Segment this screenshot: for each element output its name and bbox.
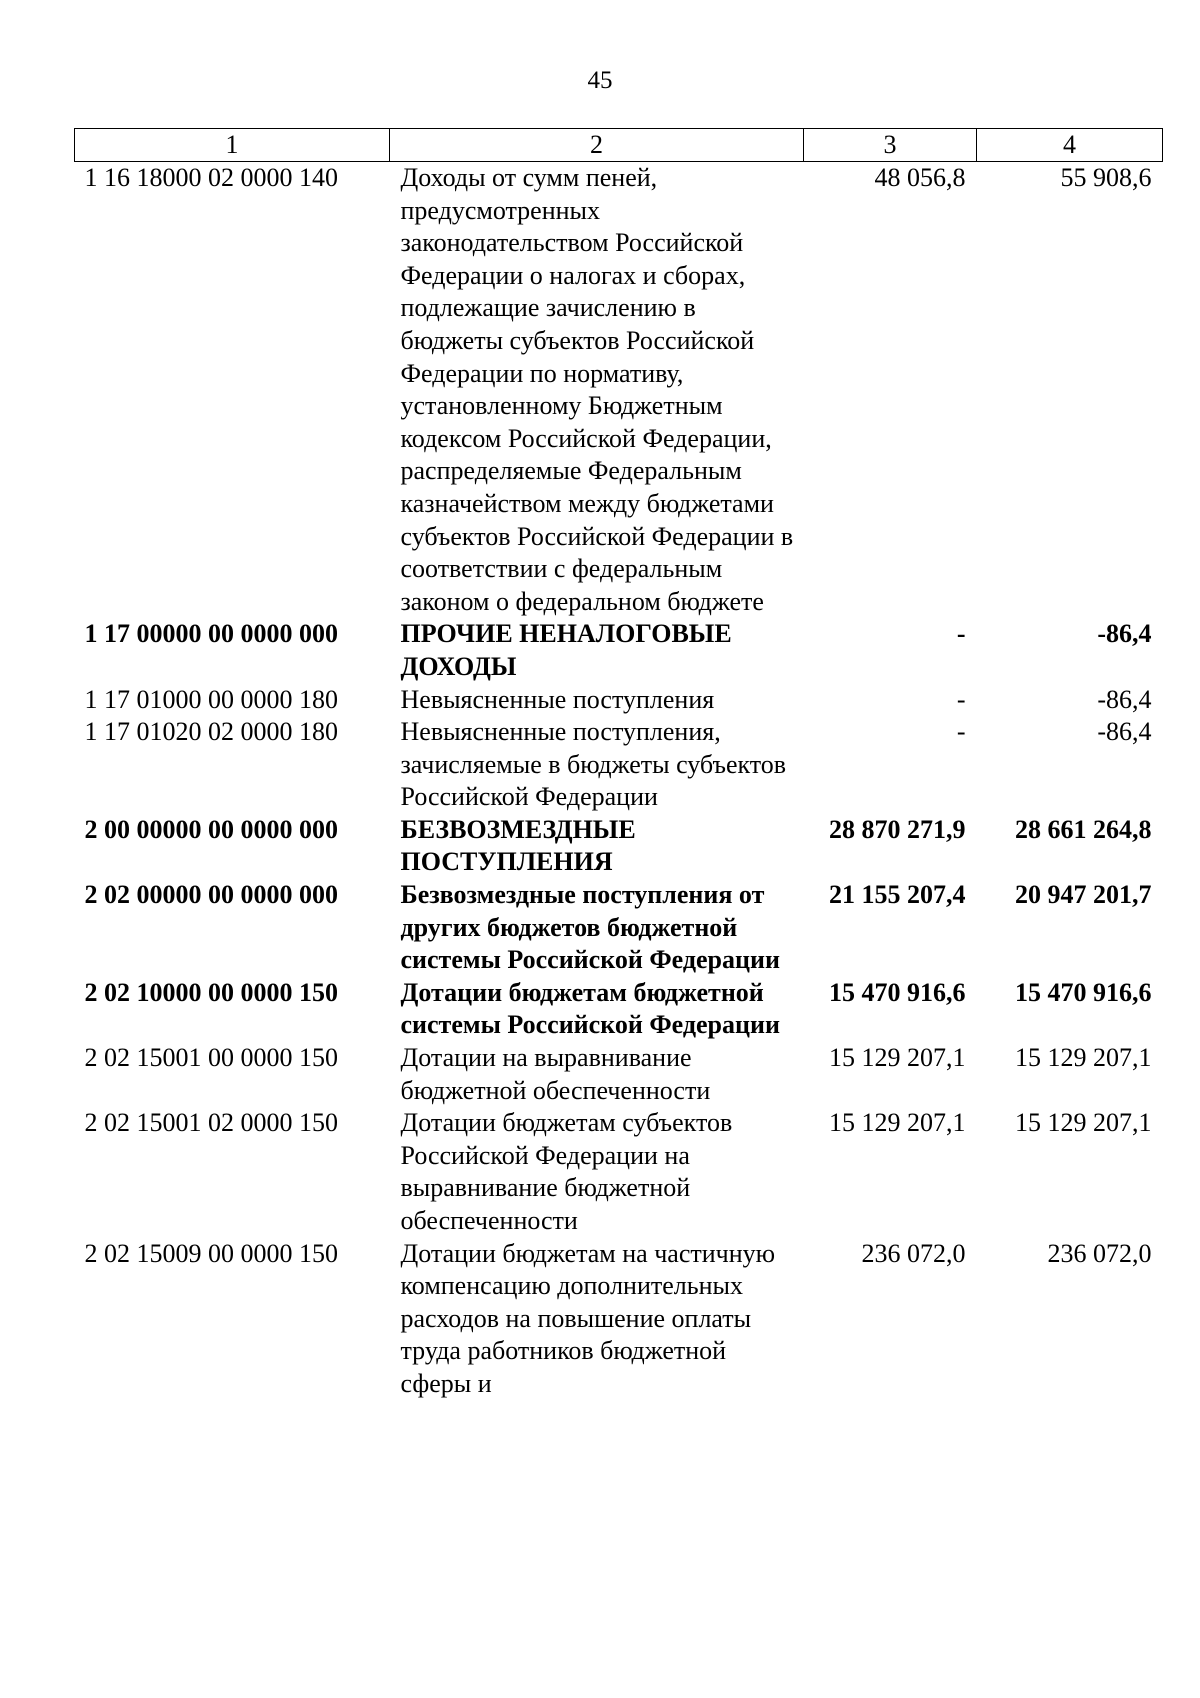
budget-revenue-table: [74, 128, 1163, 1401]
column-header-1: 1: [75, 129, 390, 162]
amount-column-3-cell: 48 056,8: [874, 163, 966, 192]
table-row: [75, 879, 1163, 977]
table-row: [75, 716, 1163, 814]
amount-column-4-cell: 15 129 207,1: [1015, 1108, 1152, 1138]
amount-column-4-cell: -86,4: [1097, 717, 1152, 747]
table-row: [75, 1107, 1163, 1237]
amount-column-3-cell: -: [956, 717, 966, 747]
amount-column-4-cell: 236 072,0: [1047, 1238, 1152, 1268]
amount-column-3-cell: 15 470 916,6: [829, 977, 966, 1007]
page-number: 45: [587, 67, 613, 94]
revenue-name-cell: Дотации на выравнивание бюджетной обеспеченности: [400, 1043, 711, 1105]
budget-code-cell: 2 02 15001 02 0000 150: [84, 1108, 338, 1138]
budget-code-cell: 1 17 01000 00 0000 180: [84, 684, 338, 714]
table-row: [75, 162, 1163, 619]
table-header: [75, 129, 1163, 162]
table-row: [75, 618, 1163, 683]
column-header-2: 2: [390, 129, 804, 162]
budget-code-cell: 2 02 15001 00 0000 150: [84, 1043, 338, 1073]
amount-column-3-cell: 15 129 207,1: [829, 1108, 966, 1138]
column-header-3: 3: [804, 129, 977, 162]
table-body: [75, 162, 1163, 1401]
revenue-name-cell: БЕЗВОЗМЕЗДНЫЕ ПОСТУПЛЕНИЯ: [400, 814, 636, 877]
table-row: [75, 1042, 1163, 1107]
amount-column-3-cell: 236 072,0: [861, 1238, 966, 1268]
budget-code-cell: 1 17 00000 00 0000 000: [84, 619, 338, 649]
budget-code-cell: 1 17 01020 02 0000 180: [84, 717, 338, 747]
revenue-name-cell: Невыясненные поступления, зачисляемые в бюджеты субъектов Российской Федерации: [400, 717, 787, 812]
revenue-name-cell: ПРОЧИЕ НЕНАЛОГОВЫЕ ДОХОДЫ: [400, 619, 732, 681]
table-row: [75, 977, 1163, 1042]
amount-column-3-cell: -: [956, 619, 966, 649]
budget-code-cell: 2 02 15009 00 0000 150: [84, 1238, 338, 1268]
budget-code-cell: 2 00 00000 00 0000 000: [84, 814, 338, 844]
revenue-name-cell: Дотации бюджетам субъектов Российской Федерации на выравнивание бюджетной обеспеченности: [400, 1108, 733, 1235]
budget-code-cell: 2 02 00000 00 0000 000: [84, 880, 338, 910]
revenue-name-cell: Доходы от сумм пеней, предусмотренных законодательством Российской Федерации о налогах и сборах, подлежащие зачислению в бюджеты субъектов Российской Федерации по нормативу, установленному Бюджетным кодексом Российской Федерации, распределяемые Федеральным казначейством между бюджетами субъектов Российской Федерации в соответствии с федеральным законом о федеральном бюджете: [400, 163, 794, 616]
revenue-name-cell: Невыясненные поступления: [400, 684, 715, 714]
amount-column-3-cell: 15 129 207,1: [829, 1043, 966, 1073]
amount-column-4-cell: 28 661 264,8: [1015, 814, 1152, 844]
table-row: [75, 684, 1163, 717]
amount-column-4-cell: 15 129 207,1: [1015, 1043, 1152, 1073]
table-row: [75, 1238, 1163, 1401]
amount-column-4-cell: 55 908,6: [1060, 163, 1152, 192]
revenue-name-cell: Дотации бюджетам на частичную компенсацию дополнительных расходов на повышение оплаты труда работников бюджетной сферы и: [400, 1238, 776, 1398]
revenue-name-cell: Безвозмездные поступления от других бюджетов бюджетной системы Российской Федерации: [400, 880, 780, 975]
table-row: [75, 814, 1163, 879]
amount-column-4-cell: -86,4: [1097, 684, 1152, 714]
amount-column-3-cell: 28 870 271,9: [829, 814, 966, 844]
amount-column-4-cell: 15 470 916,6: [1015, 977, 1152, 1007]
amount-column-4-cell: 20 947 201,7: [1015, 880, 1152, 910]
column-header-4: 4: [977, 129, 1163, 162]
amount-column-3-cell: -: [956, 684, 966, 714]
amount-column-4-cell: -86,4: [1097, 619, 1152, 649]
budget-code-cell: 1 16 18000 02 0000 140: [84, 163, 338, 192]
amount-column-3-cell: 21 155 207,4: [829, 880, 966, 910]
header-row: [75, 129, 1163, 162]
budget-code-cell: 2 02 10000 00 0000 150: [84, 977, 338, 1007]
revenue-name-cell: Дотации бюджетам бюджетной системы Российской Федерации: [400, 977, 780, 1040]
